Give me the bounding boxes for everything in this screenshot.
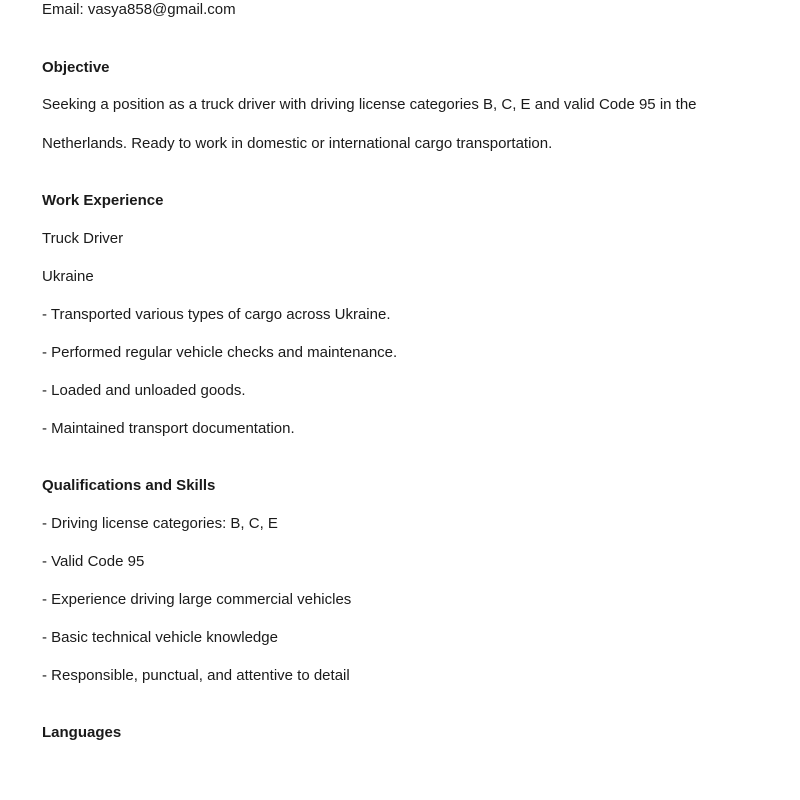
skill-item: - Experience driving large commercial vehicles — [42, 591, 352, 608]
duty-item: - Loaded and unloaded goods. — [42, 382, 246, 399]
work-experience-heading: Work Experience — [42, 192, 164, 209]
duty-item: - Transported various types of cargo across Ukraine. — [42, 306, 391, 323]
job-title: Truck Driver — [42, 230, 124, 247]
skill-item: - Valid Code 95 — [42, 553, 145, 570]
qualifications-heading: Qualifications and Skills — [42, 477, 216, 494]
skill-item: - Driving license categories: B, C, E — [42, 515, 278, 532]
objective-heading: Objective — [42, 59, 110, 76]
skill-item: - Responsible, punctual, and attentive to detail — [42, 667, 350, 684]
languages-heading: Languages — [42, 724, 122, 741]
skill-item: - Basic technical vehicle knowledge — [42, 629, 278, 646]
objective-text-line-1: Seeking a position as a truck driver with driving license categories B, C, E and valid Code 95 in the — [42, 96, 697, 113]
duty-item: - Performed regular vehicle checks and maintenance. — [42, 344, 398, 361]
email-line: Email: vasya858@gmail.com — [42, 1, 236, 18]
objective-text-line-2: Netherlands. Ready to work in domestic or international cargo transportation. — [42, 135, 553, 152]
job-location: Ukraine — [42, 268, 94, 285]
duty-item: - Maintained transport documentation. — [42, 420, 295, 437]
